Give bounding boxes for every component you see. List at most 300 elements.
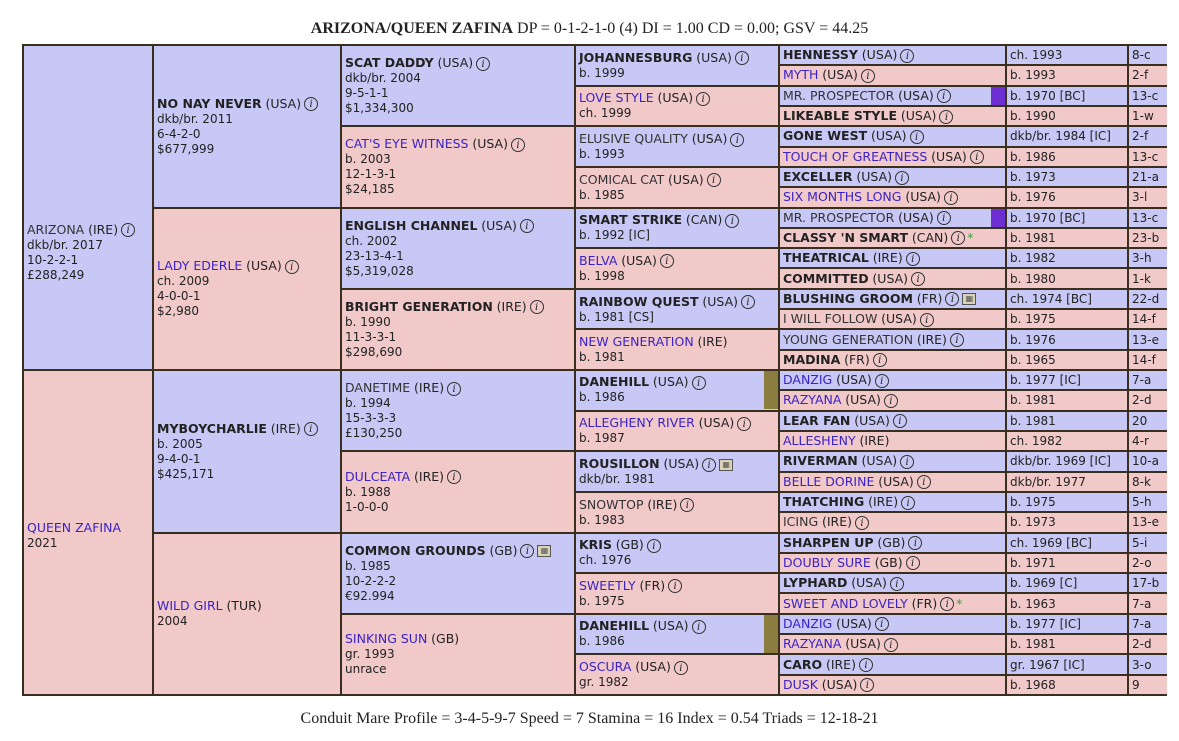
country-code: (USA): [822, 67, 858, 83]
info-circle-icon[interactable]: i: [939, 110, 953, 124]
race-record-cell: 23-b: [1128, 228, 1167, 248]
foaling-date-cell: b. 1980: [1006, 268, 1128, 288]
horse-detail-line: 10-2-2-1: [27, 252, 79, 267]
horse-detail-line: 6-4-2-0: [157, 126, 201, 141]
info-circle-icon[interactable]: i: [884, 394, 898, 408]
race-record-cell: 9: [1128, 675, 1167, 695]
photo-icon[interactable]: ▦: [537, 545, 551, 557]
info-circle-icon[interactable]: i: [735, 51, 749, 65]
pedigree-cell-gen5-32: [779, 675, 1006, 695]
info-circle-icon[interactable]: i: [875, 374, 889, 388]
pedigree-row: [23, 208, 1167, 228]
country-code: (USA): [657, 90, 694, 106]
info-circle-icon[interactable]: i: [911, 272, 925, 286]
pedigree-cell-gen5-13: [779, 289, 1006, 309]
country-code: (GB): [874, 554, 903, 570]
country-code: (USA): [265, 95, 302, 111]
race-record-cell: 2-f: [1128, 65, 1167, 85]
race-record-cell: 13-c: [1128, 147, 1167, 167]
pedigree-cell-gen5-31: [779, 654, 1006, 674]
pedigree-cell-gen4-3: [575, 126, 779, 167]
country-code: (USA): [931, 148, 967, 164]
horse-name: SHARPEN UP: [783, 534, 874, 550]
foaling-date-cell: b. 1977 [IC]: [1006, 370, 1128, 390]
info-circle-icon[interactable]: i: [944, 191, 958, 205]
horse-detail-line: 12-1-3-1: [345, 167, 397, 182]
race-record-cell: 7-a: [1128, 614, 1167, 634]
info-circle-icon[interactable]: i: [692, 376, 706, 390]
race-record-cell: 2-d: [1128, 390, 1167, 410]
horse-name: LEAR FAN: [783, 412, 851, 428]
pedigree-cell-gen3-3: [341, 208, 575, 289]
race-record-cell: 14-f: [1128, 309, 1167, 329]
info-circle-icon[interactable]: i: [945, 292, 959, 306]
pedigree-cell-gen5-5: [779, 126, 1006, 146]
country-code: (IRE): [496, 298, 527, 314]
info-circle-icon[interactable]: i: [476, 57, 490, 71]
horse-detail-line: b. 1986: [579, 390, 625, 405]
horse-detail-line: b. 2005: [157, 436, 203, 451]
country-code: (USA): [870, 128, 907, 144]
pedigree-row: [23, 45, 1167, 65]
country-code: (FR): [844, 351, 870, 367]
horse-name[interactable]: WILD GIRL: [157, 598, 223, 614]
horse-detail-line: 11-3-3-1: [345, 329, 397, 344]
country-code: (IRE): [88, 221, 119, 237]
info-circle-icon[interactable]: i: [908, 536, 922, 550]
horse-detail-line: b. 1986: [579, 634, 625, 649]
country-code: (USA): [821, 676, 858, 692]
race-record-cell: 7-a: [1128, 593, 1167, 613]
race-record-cell: 13-e: [1128, 512, 1167, 532]
horse-name[interactable]: CAT'S EYE WITNESS: [345, 136, 469, 152]
horse-name[interactable]: MYTH: [783, 67, 819, 83]
horse-detail-line: 9-5-1-1: [345, 86, 389, 101]
horse-name[interactable]: TOUCH OF GREATNESS: [783, 148, 928, 164]
foaling-date-cell: b. 1975: [1006, 492, 1128, 512]
info-circle-icon[interactable]: i: [873, 353, 887, 367]
info-circle-icon[interactable]: i: [906, 556, 920, 570]
info-circle-icon[interactable]: i: [660, 254, 674, 268]
pedigree-cell-gen4-13: [575, 533, 779, 574]
pedigree-cell-gen2-2: [153, 208, 341, 371]
horse-name[interactable]: BELVA: [579, 252, 618, 268]
horse-detail-line: b. 1988: [345, 484, 391, 499]
pedigree-cell-gen5-10: [779, 228, 1006, 248]
country-code: (USA): [691, 131, 728, 147]
horse-name[interactable]: DUSK: [783, 676, 818, 692]
info-circle-icon[interactable]: i: [511, 138, 525, 152]
photo-icon[interactable]: ▦: [962, 293, 976, 305]
pedigree-cell-gen4-6: [575, 248, 779, 289]
info-circle-icon[interactable]: i: [859, 658, 873, 672]
pedigree-cell-gen5-18: [779, 390, 1006, 410]
dosage-flag-marker: [764, 371, 778, 409]
mating-name: ARIZONA/QUEEN ZAFINA: [310, 20, 514, 37]
foaling-date-cell: dkb/br. 1977: [1006, 472, 1128, 492]
horse-name: RIVERMAN: [783, 453, 858, 469]
horse-name: MR. PROSPECTOR: [783, 87, 895, 103]
pedigree-cell-gen5-28: [779, 593, 1006, 613]
conduit-mare-profile: Conduit Mare Profile = 3-4-5-9-7 Speed = 7 Stamina = 16 Index = 0.54 Triads = 12-18-21: [300, 710, 879, 727]
horse-name: HENNESSY: [783, 47, 858, 63]
info-circle-icon[interactable]: i: [702, 458, 716, 472]
pedigree-cell-gen4-5: [575, 208, 779, 249]
country-code: (GB): [615, 537, 644, 553]
pedigree-cell-gen5-26: [779, 553, 1006, 573]
country-code: (USA): [861, 47, 898, 63]
race-record-cell: 20: [1128, 411, 1167, 431]
pedigree-cell-gen4-16: [575, 654, 779, 695]
horse-name: CARO: [783, 656, 823, 672]
horse-name[interactable]: RAZYANA: [783, 392, 842, 408]
country-code: (USA): [836, 372, 872, 388]
horse-detail-line: b. 1983: [579, 512, 625, 527]
country-code: (IRE): [414, 468, 445, 484]
horse-name[interactable]: ALLEGHENY RIVER: [579, 415, 695, 431]
race-record-cell: 13-c: [1128, 86, 1167, 106]
foaling-date-cell: dkb/br. 1969 [IC]: [1006, 451, 1128, 471]
country-code: (USA): [856, 169, 892, 185]
info-circle-icon[interactable]: i: [951, 231, 965, 245]
info-circle-icon[interactable]: i: [707, 173, 721, 187]
country-code: (USA): [905, 189, 941, 205]
country-code: (FR): [916, 290, 943, 306]
pedigree-cell-gen4-2: [575, 86, 779, 127]
info-circle-icon[interactable]: i: [725, 214, 739, 228]
pedigree-cell-gen5-6: [779, 147, 1006, 167]
horse-name: COMMITTED: [783, 270, 869, 286]
info-circle-icon[interactable]: i: [674, 661, 688, 675]
foaling-date-cell: ch. 1982: [1006, 431, 1128, 451]
horse-name[interactable]: DANZIG: [783, 372, 833, 388]
horse-detail-line: b. 1998: [579, 268, 625, 283]
country-code: (GB): [489, 542, 518, 558]
info-circle-icon[interactable]: i: [668, 579, 682, 593]
race-record-cell: 8-c: [1128, 45, 1167, 65]
horse-name[interactable]: SIX MONTHS LONG: [783, 189, 902, 205]
horse-detail-line: 2004: [157, 614, 188, 629]
info-circle-icon[interactable]: i: [906, 252, 920, 266]
pedigree-cell-gen5-24: [779, 512, 1006, 532]
foaling-date-cell: b. 1973: [1006, 512, 1128, 532]
country-code: (IRE): [697, 334, 728, 350]
race-record-cell: 21-a: [1128, 167, 1167, 187]
info-circle-icon[interactable]: i: [893, 414, 907, 428]
info-circle-icon[interactable]: i: [910, 130, 924, 144]
country-code: (USA): [698, 415, 735, 431]
pedigree-cell-gen5-7: [779, 167, 1006, 187]
pedigree-cell-gen5-27: [779, 573, 1006, 593]
country-code: (USA): [652, 374, 689, 390]
horse-name: DANEHILL: [579, 618, 650, 634]
country-code: (IRE): [868, 494, 899, 510]
country-code: (USA): [472, 136, 508, 152]
info-circle-icon[interactable]: i: [900, 455, 914, 469]
info-circle-icon[interactable]: i: [950, 333, 964, 347]
horse-name[interactable]: BELLE DORINE: [783, 473, 875, 489]
pedigree-cell-gen5-29: [779, 614, 1006, 634]
horse-name: NO NAY NEVER: [157, 95, 262, 111]
pedigree-cell-gen4-15: [575, 614, 779, 655]
pedigree-cell-gen3-7: [341, 533, 575, 614]
info-circle-icon[interactable]: i: [855, 516, 869, 530]
info-circle-icon[interactable]: i: [861, 69, 875, 83]
horse-name: ELUSIVE QUALITY: [579, 131, 688, 147]
country-code: (USA): [861, 453, 898, 469]
country-code: (IRE): [647, 496, 678, 512]
race-record-cell: 2-o: [1128, 553, 1167, 573]
dosage-flag-marker: [991, 208, 1005, 228]
horse-name: COMMON GROUNDS: [345, 542, 486, 558]
pedigree-cell-gen5-11: [779, 248, 1006, 268]
horse-detail-line: 10-2-2-2: [345, 573, 397, 588]
country-code: (USA): [663, 456, 700, 472]
info-circle-icon[interactable]: i: [901, 496, 915, 510]
horse-detail-line: ch. 1976: [579, 553, 632, 568]
race-record-cell: 5-h: [1128, 492, 1167, 512]
foaling-date-cell: b. 1981: [1006, 634, 1128, 654]
horse-name[interactable]: LADY EDERLE: [157, 258, 243, 274]
country-code: (IRE): [414, 380, 445, 396]
country-code: (IRE): [916, 331, 947, 347]
country-code: (USA): [246, 258, 282, 274]
horse-detail-line: b. 1985: [345, 558, 391, 573]
horse-detail-line: 4-0-0-1: [157, 289, 201, 304]
pedigree-cell-gen5-23: [779, 492, 1006, 512]
pedigree-cell-gen5-16: [779, 350, 1006, 370]
country-code: (USA): [652, 618, 689, 634]
pedigree-cell-gen2-4: [153, 533, 341, 696]
country-code: (USA): [621, 252, 657, 268]
country-code: (USA): [854, 412, 890, 428]
pedigree-cell-gen2-3: [153, 370, 341, 533]
country-code: (USA): [872, 270, 909, 286]
country-code: (FR): [639, 577, 666, 593]
country-code: (USA): [881, 311, 917, 327]
country-code: (IRE): [270, 420, 301, 436]
dosage-flag-marker: [991, 86, 1005, 106]
horse-detail-line: b. 1985: [579, 187, 625, 202]
foaling-date-cell: b. 1982: [1006, 248, 1128, 268]
horse-detail-line: 23-13-4-1: [345, 248, 404, 263]
info-circle-icon[interactable]: i: [447, 382, 461, 396]
horse-detail-line: ch. 1999: [579, 106, 632, 121]
horse-name[interactable]: RAZYANA: [783, 636, 842, 652]
race-record-cell: 1-w: [1128, 106, 1167, 126]
info-circle-icon[interactable]: i: [285, 260, 299, 274]
info-circle-icon[interactable]: i: [447, 470, 461, 484]
pedigree-cell-gen2-1: [153, 45, 341, 208]
foaling-date-cell: b. 1965: [1006, 350, 1128, 370]
pedigree-cell-gen4-1: [575, 45, 779, 86]
star-icon: *: [956, 596, 963, 611]
horse-detail-line: b. 1975: [579, 593, 625, 608]
horse-detail-line: $677,999: [157, 141, 215, 156]
info-circle-icon[interactable]: i: [900, 49, 914, 63]
pedigree-table: [22, 44, 1167, 696]
country-code: (USA): [635, 659, 671, 675]
horse-name: SNOWTOP: [579, 496, 644, 512]
horse-name[interactable]: ALLESHENY: [783, 433, 856, 449]
horse-name: LYPHARD: [783, 575, 848, 591]
pedigree-cell-gen4-9: [575, 370, 779, 411]
pedigree-cell-gen5-20: [779, 431, 1006, 451]
info-circle-icon[interactable]: i: [920, 313, 934, 327]
foaling-date-cell: ch. 1969 [BC]: [1006, 533, 1128, 553]
pedigree-row: [23, 533, 1167, 553]
foaling-date-cell: gr. 1967 [IC]: [1006, 654, 1128, 674]
horse-detail-line: ch. 2009: [157, 274, 210, 289]
foaling-date-cell: ch. 1993: [1006, 45, 1128, 65]
horse-name[interactable]: SWEETLY: [579, 577, 636, 593]
race-record-cell: 3-o: [1128, 654, 1167, 674]
foaling-date-cell: b. 1981: [1006, 228, 1128, 248]
horse-detail-line: dkb/br. 2004: [345, 71, 421, 86]
pedigree-cell-gen5-12: [779, 268, 1006, 288]
horse-name: MADINA: [783, 351, 841, 367]
horse-detail-line: $24,185: [345, 182, 395, 197]
foaling-date-cell: ch. 1974 [BC]: [1006, 289, 1128, 309]
horse-name: BRIGHT GENERATION: [345, 298, 493, 314]
info-circle-icon[interactable]: i: [884, 638, 898, 652]
info-circle-icon[interactable]: i: [304, 97, 318, 111]
country-code: (CAN): [911, 229, 949, 245]
pedigree-cell-gen5-21: [779, 451, 1006, 471]
horse-name[interactable]: DOUBLY SURE: [783, 554, 871, 570]
info-circle-icon[interactable]: i: [121, 223, 135, 237]
info-circle-icon[interactable]: i: [647, 539, 661, 553]
info-circle-icon[interactable]: i: [917, 475, 931, 489]
pedigree-cell-gen5-15: [779, 329, 1006, 349]
horse-detail-line: dkb/br. 2017: [27, 237, 103, 252]
horse-detail-line: dkb/br. 2011: [157, 111, 233, 126]
foaling-date-cell: b. 1981: [1006, 390, 1128, 410]
info-circle-icon[interactable]: i: [737, 417, 751, 431]
horse-detail-line: $5,319,028: [345, 263, 414, 278]
foaling-date-cell: b. 1973: [1006, 167, 1128, 187]
race-record-cell: 22-d: [1128, 289, 1167, 309]
info-circle-icon[interactable]: i: [692, 620, 706, 634]
info-circle-icon[interactable]: i: [970, 150, 984, 164]
pedigree-cell-gen3-2: [341, 126, 575, 207]
horse-name: SCAT DADDY: [345, 55, 434, 71]
horse-name: GONE WEST: [783, 128, 868, 144]
foaling-date-cell: b. 1968: [1006, 675, 1128, 695]
country-code: (IRE): [872, 250, 903, 266]
country-code: (USA): [668, 171, 704, 187]
horse-name: JOHANNESBURG: [579, 49, 693, 65]
horse-detail-line: 9-4-0-1: [157, 451, 201, 466]
country-code: (USA): [851, 575, 887, 591]
horse-detail-line: 2021: [27, 536, 58, 550]
pedigree-cell-gen1-1: [23, 45, 153, 370]
horse-name: MR. PROSPECTOR: [783, 209, 895, 225]
info-circle-icon[interactable]: i: [875, 617, 889, 631]
pedigree-cell-gen5-22: [779, 472, 1006, 492]
horse-name: SMART STRIKE: [579, 212, 683, 228]
info-circle-icon[interactable]: i: [937, 211, 951, 225]
info-circle-icon[interactable]: i: [895, 171, 909, 185]
horse-detail-line: 15-3-3-3: [345, 411, 397, 426]
horse-name: CLASSY 'N SMART: [783, 229, 909, 245]
pedigree-cell-gen5-2: [779, 65, 1006, 85]
info-circle-icon[interactable]: i: [937, 89, 951, 103]
horse-name: LIKEABLE STYLE: [783, 108, 897, 124]
info-circle-icon[interactable]: i: [696, 92, 710, 106]
horse-detail-line: b. 1999: [579, 65, 625, 80]
race-record-cell: 2-d: [1128, 634, 1167, 654]
horse-name[interactable]: OSCURA: [579, 659, 632, 675]
foaling-date-cell: b. 1986: [1006, 147, 1128, 167]
info-circle-icon[interactable]: i: [860, 678, 874, 692]
horse-detail-line: 1-0-0-0: [345, 499, 389, 514]
info-circle-icon[interactable]: i: [304, 422, 318, 436]
horse-name: RAINBOW QUEST: [579, 293, 699, 309]
pedigree-cell-gen4-12: [575, 492, 779, 533]
country-code: (USA): [696, 49, 732, 65]
horse-name: BLUSHING GROOM: [783, 290, 913, 306]
info-circle-icon[interactable]: i: [520, 219, 534, 233]
horse-name: ENGLISH CHANNEL: [345, 217, 478, 233]
horse-detail-line: b. 1994: [345, 396, 391, 411]
info-circle-icon[interactable]: i: [730, 133, 744, 147]
pedigree-cell-gen3-4: [341, 289, 575, 370]
horse-name[interactable]: SWEET AND LOVELY: [783, 595, 908, 611]
info-circle-icon[interactable]: i: [520, 544, 534, 558]
horse-detail-line: $1,334,300: [345, 101, 414, 116]
horse-detail-line: €92.994: [345, 588, 395, 603]
horse-name[interactable]: NEW GENERATION: [579, 334, 694, 350]
country-code: (FR): [911, 595, 938, 611]
horse-name[interactable]: SINKING SUN: [345, 631, 428, 647]
foaling-date-cell: b. 1963: [1006, 593, 1128, 613]
info-circle-icon[interactable]: i: [940, 597, 954, 611]
info-circle-icon[interactable]: i: [890, 577, 904, 591]
horse-name: ARIZONA: [27, 221, 85, 237]
pedigree-cell-gen5-1: [779, 45, 1006, 65]
photo-icon[interactable]: ▦: [719, 459, 733, 471]
race-record-cell: 17-b: [1128, 573, 1167, 593]
info-circle-icon[interactable]: i: [680, 498, 694, 512]
horse-name[interactable]: LOVE STYLE: [579, 90, 654, 106]
pedigree-cell-gen3-8: [341, 614, 575, 695]
race-record-cell: 13-c: [1128, 208, 1167, 228]
info-circle-icon[interactable]: i: [741, 295, 755, 309]
country-code: (USA): [845, 636, 881, 652]
race-record-cell: 13-e: [1128, 329, 1167, 349]
info-circle-icon[interactable]: i: [530, 300, 544, 314]
horse-name: ICING: [783, 514, 819, 530]
pedigree-table-container: [22, 44, 1167, 696]
country-code: (USA): [898, 209, 934, 225]
horse-detail-line: unrace: [345, 662, 387, 677]
country-code: (GB): [431, 631, 460, 647]
pedigree-cell-gen5-8: [779, 187, 1006, 207]
horse-detail-line: dkb/br. 1981: [579, 472, 655, 487]
race-record-cell: 8-k: [1128, 472, 1167, 492]
pedigree-cell-gen5-4: [779, 106, 1006, 126]
horse-name[interactable]: DULCEATA: [345, 468, 411, 484]
horse-detail-line: b. 2003: [345, 152, 391, 167]
horse-name: ROUSILLON: [579, 456, 660, 472]
pedigree-row: [23, 370, 1167, 390]
horse-name[interactable]: DANZIG: [783, 615, 833, 631]
horse-detail-line: b. 1993: [579, 147, 625, 162]
pedigree-cell-gen4-14: [575, 573, 779, 614]
horse-detail-line: b. 1987: [579, 431, 625, 446]
horse-name[interactable]: QUEEN ZAFINA: [27, 520, 122, 535]
